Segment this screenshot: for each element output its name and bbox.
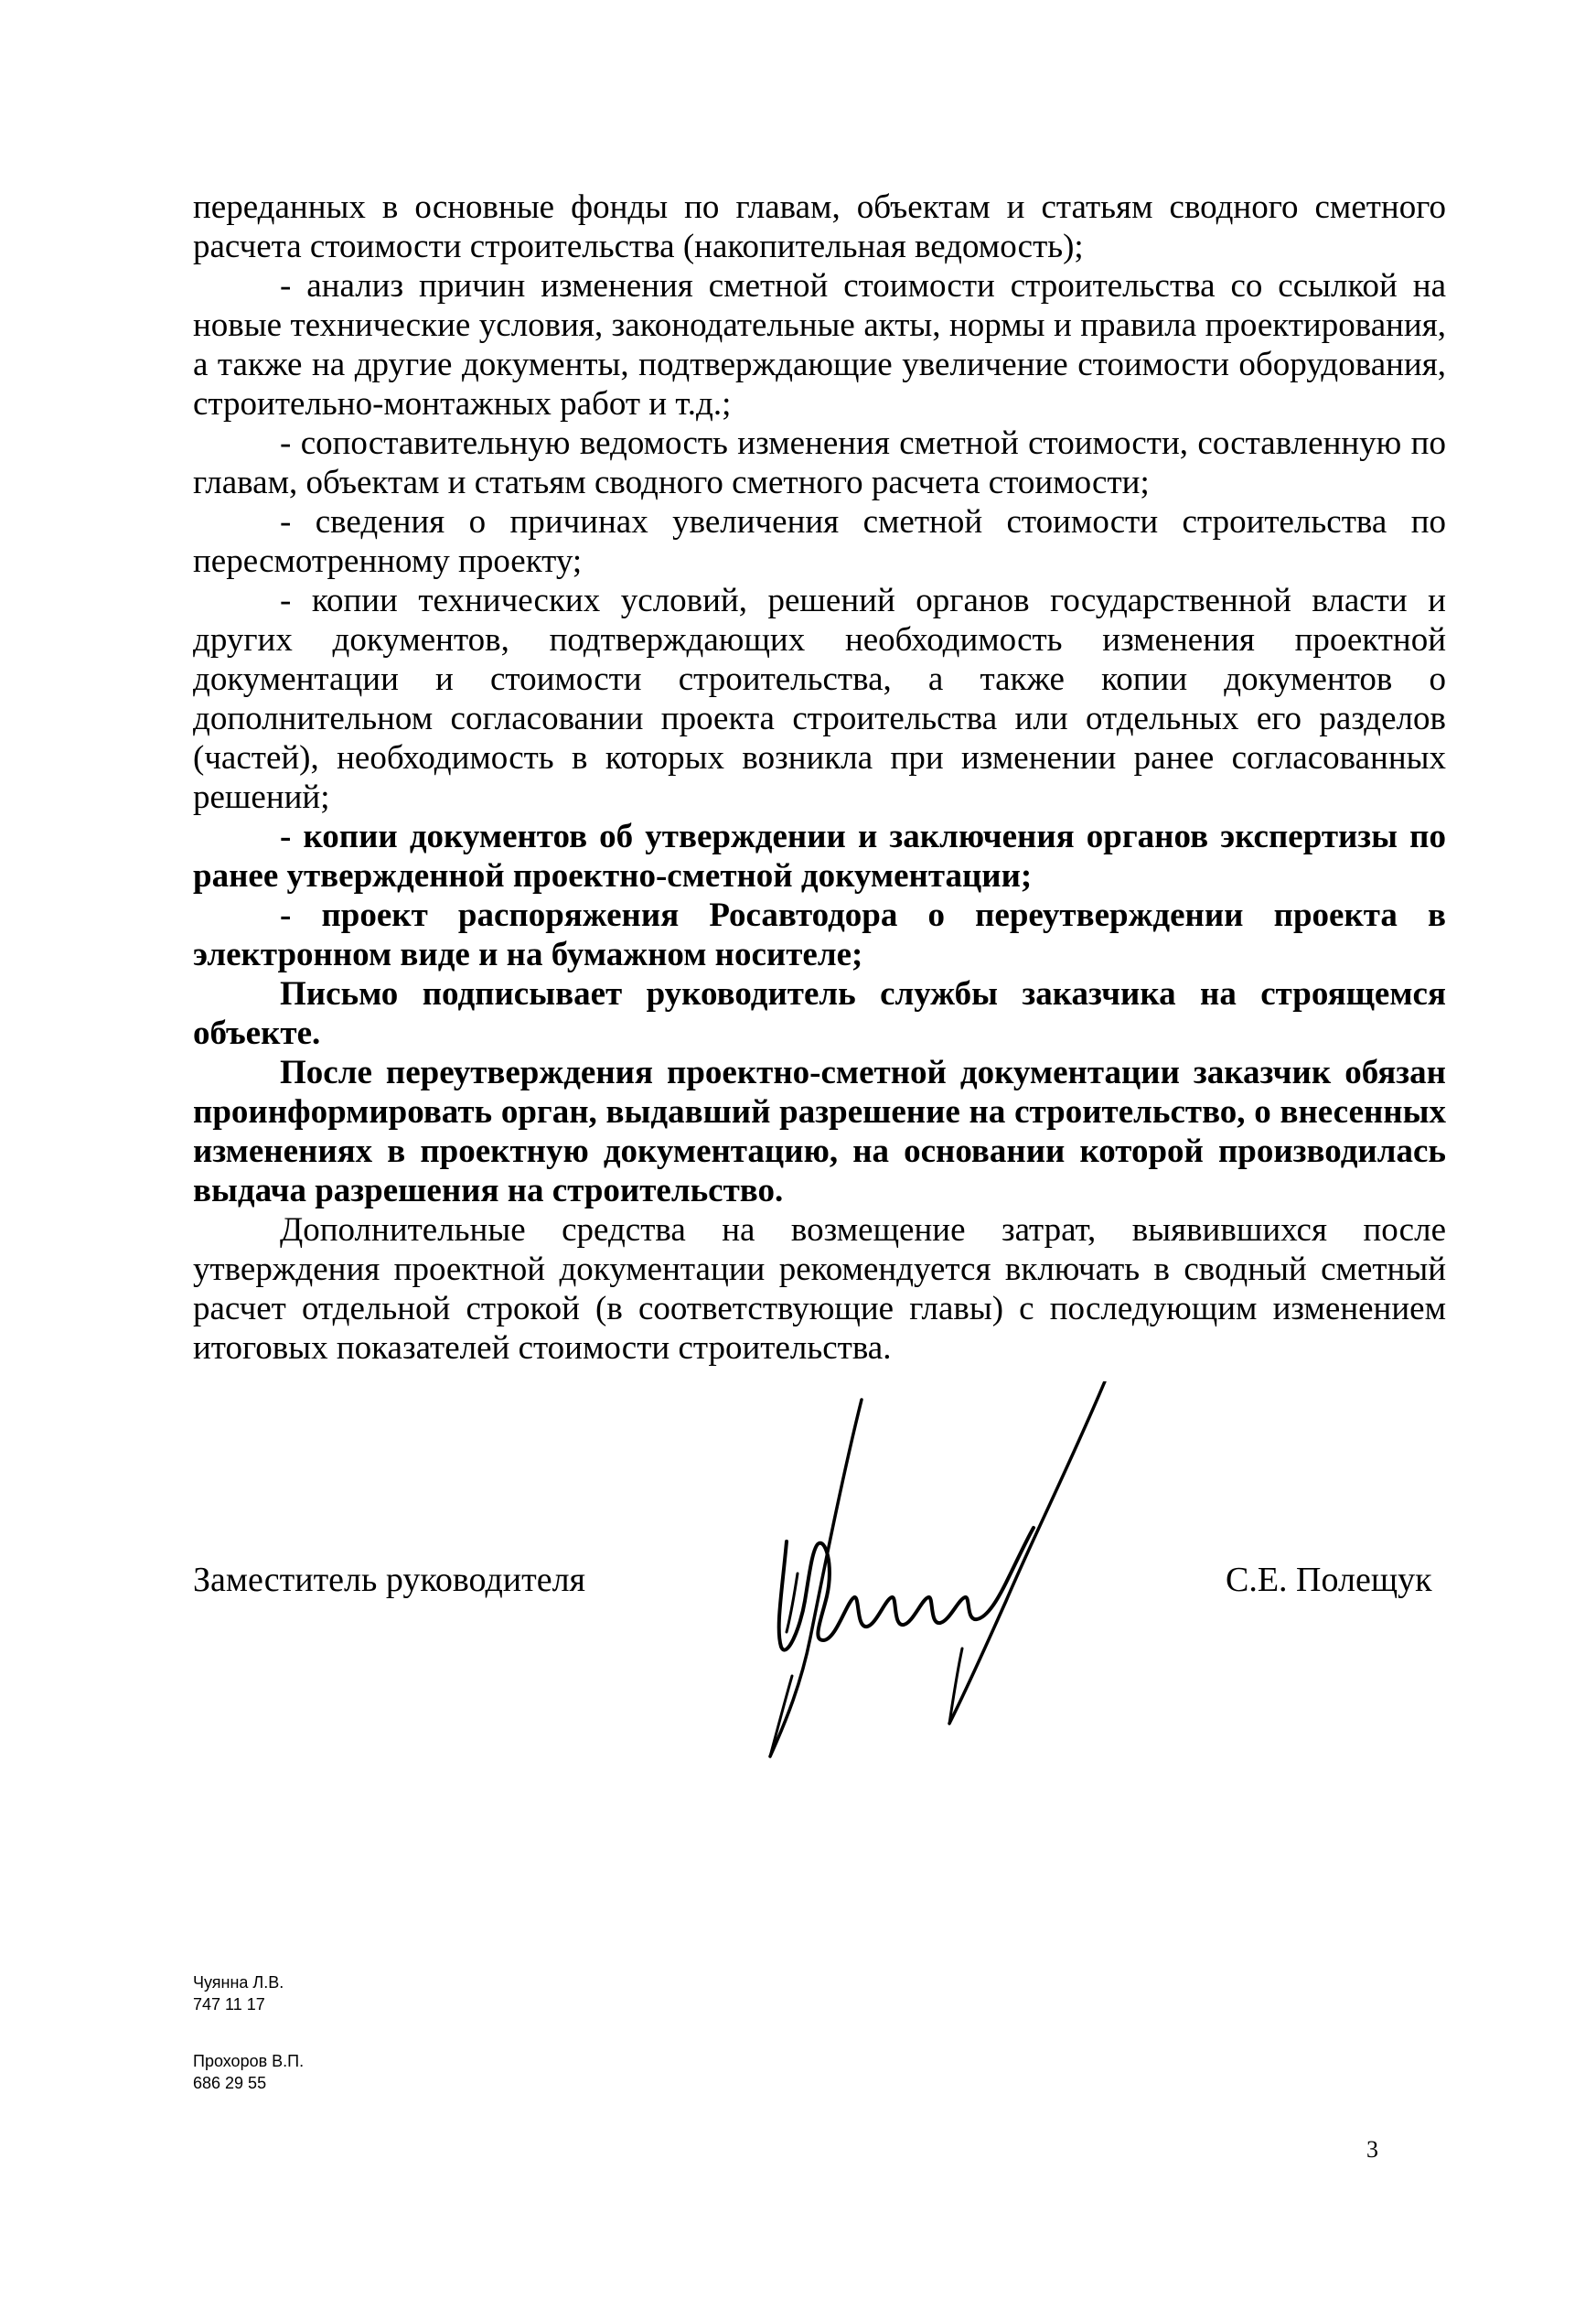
executor-name: Прохоров В.П. (193, 2052, 305, 2070)
executor-phone: 747 11 17 (193, 1995, 265, 2014)
executor-phone: 686 29 55 (193, 2074, 267, 2092)
paragraph: После переутверждения проектно-сметной документации заказчик обязан проинформировать орган, выдавший разрешение на строительство, о внесенных изменениях в проектную документацию, на основании которой производилась выдача разрешения на строительство. (193, 1054, 1446, 1209)
paragraph: Письмо подписывает руководитель службы заказчика на строящемся объекте. (193, 975, 1446, 1052)
paragraph: - копии технических условий, решений органов государственной власти и других документов, подтверждающих необходимость изменения проектной документации и стоимости строительства, а также копии документов о дополнительном согласовании проекта строительства или отдельных его разделов (частей), необходимость в которых возникла при изменении ранее согласованных решений; (193, 582, 1446, 816)
paragraph: Дополнительные средства на возмещение затрат, выявившихся после утверждения проектной документации рекомендуется включать в сводный сметный расчет отдельной строкой (в соответствующие главы) с последующим изменением итоговых показателей стоимости строительства. (193, 1211, 1446, 1367)
page-number: 3 (1366, 2136, 1378, 2163)
paragraph: - сведения о причинах увеличения сметной стоимости строительства по пересмотренному проекту; (193, 503, 1446, 580)
paragraph: - анализ причин изменения сметной стоимости строительства со ссылкой на новые технические условия, законодательные акты, нормы и правила проектирования, а также на другие документы, подтверждающие увеличение стоимости оборудования, строительно-монтажных работ и т.д.; (193, 267, 1446, 423)
handwritten-signature (759, 1381, 1216, 1775)
paragraph: - сопоставительную ведомость изменения сметной стоимости, составленную по главам, объектам и статьям сводного сметного расчета стоимости; (193, 424, 1446, 501)
signatory-title: Заместитель руководителя (193, 1561, 586, 1599)
document-body (193, 188, 1446, 1368)
executors-list (193, 1971, 304, 2129)
executor-name: Чуянна Л.В. (193, 1973, 284, 1992)
paragraph: - проект распоряжения Росавтодора о переутверждении проекта в электронном виде и на бумажном носителе; (193, 897, 1446, 973)
paragraph: - копии документов об утверждении и заключения органов экспертизы по ранее утвержденной проектно-сметной документации; (193, 818, 1446, 895)
paragraph: переданных в основные фонды по главам, объектам и статьям сводного сметного расчета стоимости строительства (накопительная ведомость); (193, 188, 1446, 265)
signatory-name: С.Е. Полещук (1226, 1561, 1432, 1599)
executor-entry (193, 2050, 304, 2094)
executor-entry (193, 1971, 304, 2015)
